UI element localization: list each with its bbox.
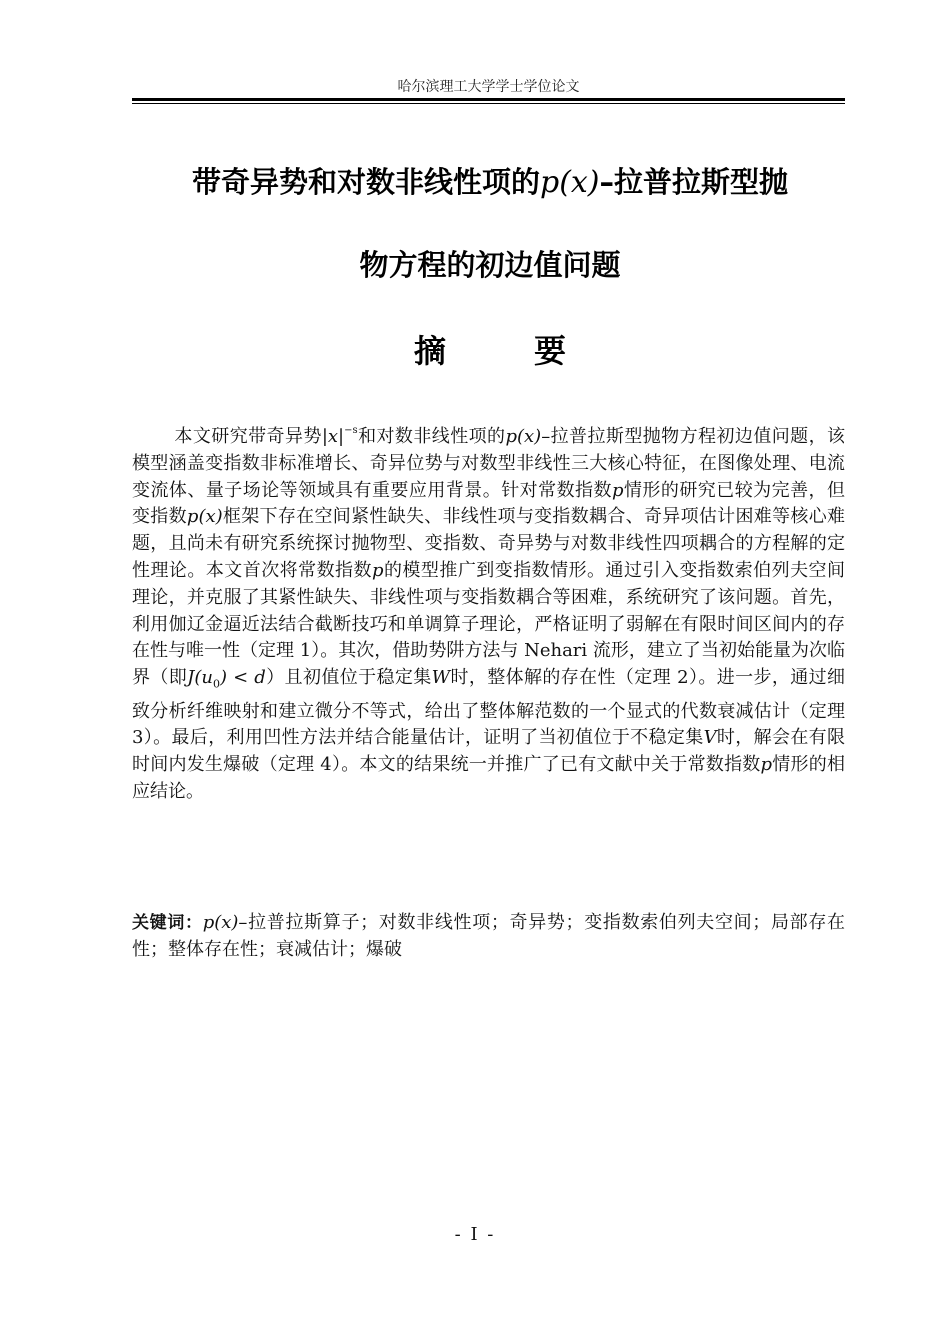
math-px: p(x): [505, 426, 542, 447]
abstract-text: 时，解会在有限时间内发生爆破（定理 4）。本文的结果统一并推广了已有文献中关于常数指数: [132, 727, 846, 776]
math-px: p(x): [186, 506, 223, 528]
title-text-prefix: 带奇异势和对数非线性项的: [191, 165, 540, 199]
math-unstable-set: V: [703, 727, 717, 749]
abstract-text: –拉普拉斯型抛物方程初边值问题，该模型涵盖变指数非标准增长、奇异位势与对数型非线性三大核心特征，在图像处理、电流变流体、量子场论等领域具有重要应用背景。针对常数指数: [132, 426, 846, 501]
math-p: p: [611, 479, 624, 501]
math-px: p(x): [202, 912, 239, 933]
abstract-text: ）且初值位于稳定集: [265, 667, 432, 689]
math-stable-set: W: [431, 667, 451, 689]
abstract-paragraph: [132, 418, 845, 806]
abstract-heading: 摘 要: [413, 332, 594, 370]
abstract-text: 框架下存在空间紧性缺失、非线性项与变指数耦合、奇异项估计困难等核心难题，且尚未有研究系统探讨抛物型、变指数、奇异势与对数非线性四项耦合的方程解的定性理论。本文首次将常数指数: [132, 506, 846, 581]
math-exponent: −s: [344, 425, 358, 436]
abstract-text: 情形的研究已较为完善，但变指数: [132, 479, 845, 528]
title-math-px: p(x): [539, 165, 600, 200]
math-p: p: [371, 559, 384, 581]
header-rule-thin: [132, 103, 845, 104]
math-p: p: [760, 754, 773, 776]
abstract-text: 情形的相应结论。: [132, 754, 846, 802]
abstract-text: 本文研究带奇异势: [174, 426, 322, 447]
abstract-text: 和对数非线性项的: [357, 426, 506, 447]
title-line-2: 物方程的初边值问题: [359, 248, 621, 282]
keywords-paragraph: [132, 910, 845, 964]
keywords-text: –拉普拉斯算子；对数非线性项；奇异势；变指数索伯列夫空间；局部存在性；整体存在性；衰减估计；爆破: [132, 912, 846, 960]
page-number: - I -: [454, 1224, 496, 1245]
keywords-label: 关键词：: [132, 913, 203, 933]
abstract-text: 时，整体解的存在性（定理 2）。进一步，通过细致分析纤维映射和建立微分不等式，给出了整体解范数的一个显式的代数衰减估计（定理 3）。最后，利用凹性方法并结合能量估计，证明了当初值位于不稳定集: [132, 667, 846, 749]
abstract-text: 的模型推广到变指数情形。通过引入变指数索伯列夫空间理论，并克服了其紧性缺失、非线性项与变指数耦合等困难，系统研究了该问题。首先，利用伽辽金逼近法结合截断技巧和单调算子理论，严格证明了弱解在有限时间区间内的存在性与唯一性（定理 1）。其次，借助势阱方法与 Nehari 流形，建立了当初始能量为次临界（即: [132, 559, 846, 689]
title-line-1: [100, 160, 880, 201]
running-header: 哈尔滨理工大学学士学位论文: [397, 79, 580, 95]
title-text-suffix: –拉普拉斯型抛: [599, 165, 789, 199]
math-energy-condition: $J(u_0) < d$: [187, 667, 266, 691]
math-singular-potential: $|x|^{-s}$: [321, 425, 358, 447]
header-rule-thick: [132, 98, 845, 101]
